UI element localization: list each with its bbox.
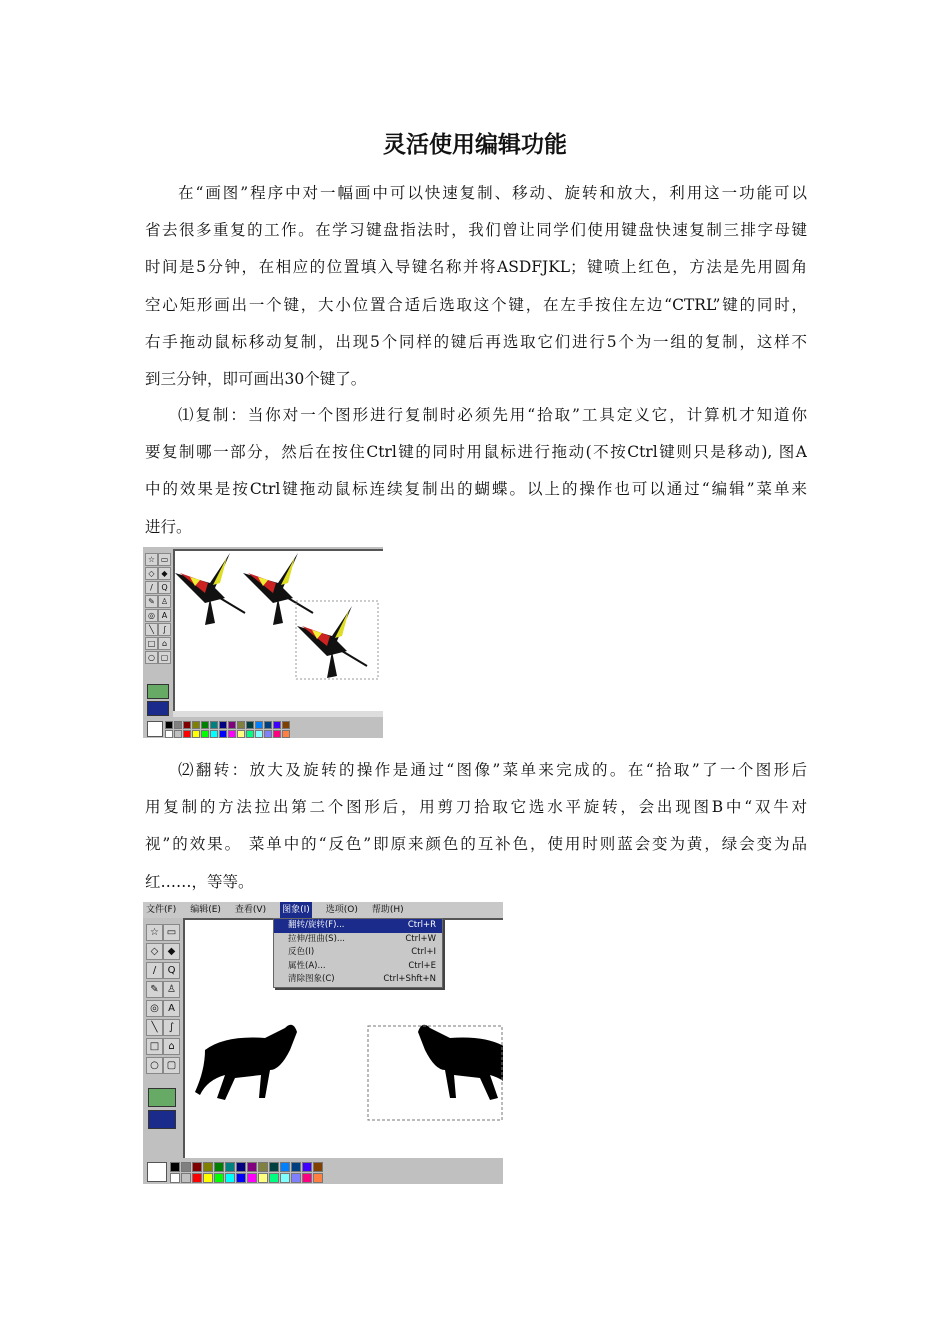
menu-item-shortcut: Ctrl+R	[407, 920, 436, 930]
text-line: 进行。	[145, 517, 192, 536]
palette-swatch[interactable]	[174, 730, 182, 738]
rounded-rect-tool-icon[interactable]: ▢	[163, 1057, 180, 1074]
rect-select-tool-icon[interactable]: ▭	[158, 553, 171, 566]
polygon-tool-icon[interactable]: ⌂	[158, 637, 171, 650]
palette-swatch[interactable]	[246, 730, 254, 738]
palette-swatch[interactable]	[313, 1162, 323, 1172]
rounded-rect-tool-icon[interactable]: ▢	[158, 651, 171, 664]
menu-item-shortcut: Ctrl+E	[408, 960, 436, 971]
rect-select-tool-icon[interactable]: ▭	[163, 924, 180, 941]
color-tool-selected-icon	[148, 1110, 176, 1129]
palette-swatch[interactable]	[228, 730, 236, 738]
palette-swatch[interactable]	[247, 1162, 257, 1172]
palette-swatch[interactable]	[280, 1173, 290, 1183]
menu-item-label: 属性(A)...	[288, 960, 326, 971]
text-line: 时间是5分钟，在相应的位置填入导键名称并将ASDFJKL；键喷上红色，方法是先用圆角	[145, 258, 807, 277]
menu-item[interactable]	[274, 919, 442, 933]
palette-swatch[interactable]	[192, 730, 200, 738]
palette-swatch[interactable]	[165, 730, 173, 738]
palette-swatch[interactable]	[203, 1173, 213, 1183]
menu-item[interactable]	[274, 960, 442, 974]
palette-swatch[interactable]	[214, 1162, 224, 1172]
palette-swatch[interactable]	[264, 721, 272, 729]
text-line: 视”的效果。 菜单中的“反色”即原来颜色的互补色，使用时则蓝会变为黄，绿会变为品	[145, 835, 807, 854]
menu-item-label: 拉伸/扭曲(S)...	[288, 933, 345, 944]
menu-3[interactable]: 图象(I)	[280, 902, 312, 918]
text-line: ⑵翻转：放大及旋转的操作是通过“图像”菜单来完成的。在“拾取”了一个图形后	[178, 761, 807, 779]
rectangle-tool-icon[interactable]: □	[145, 637, 158, 650]
palette-swatch[interactable]	[183, 721, 191, 729]
palette-swatch[interactable]	[313, 1173, 323, 1183]
image-menu-dropdown	[273, 918, 443, 988]
figure-b-paint-screenshot	[143, 902, 503, 1184]
menu-1[interactable]: 编辑(E)	[190, 905, 221, 915]
palette-swatch[interactable]	[236, 1162, 246, 1172]
palette-swatch[interactable]	[181, 1162, 191, 1172]
color-tool-selected-icon	[147, 701, 169, 716]
menu-item[interactable]	[274, 933, 442, 947]
palette-swatch[interactable]	[237, 730, 245, 738]
palette-swatch[interactable]	[258, 1173, 268, 1183]
palette-swatch[interactable]	[210, 721, 218, 729]
palette-swatch[interactable]	[192, 1162, 202, 1172]
palette-swatch[interactable]	[201, 721, 209, 729]
palette-swatch[interactable]	[269, 1162, 279, 1172]
fill-tool-icon[interactable]: ◆	[163, 943, 180, 960]
figure-a-paint-screenshot	[143, 547, 383, 738]
palette-swatch[interactable]	[302, 1162, 312, 1172]
fill-tool-icon[interactable]: ◆	[158, 567, 171, 580]
palette-swatch[interactable]	[170, 1162, 180, 1172]
text-tool-icon[interactable]: A	[163, 1000, 180, 1017]
text-line: 用复制的方法拉出第二个图形后，用剪刀拾取它选水平旋转，会出现图B中“双牛对	[145, 798, 807, 817]
palette-swatch[interactable]	[282, 721, 290, 729]
page-title: 灵活使用编辑功能	[383, 132, 567, 158]
text-tool-icon[interactable]: A	[158, 609, 171, 622]
palette-swatch[interactable]	[273, 730, 281, 738]
menu-4[interactable]: 选项(O)	[325, 905, 358, 915]
menu-bar	[143, 902, 503, 918]
menu-item[interactable]	[274, 973, 442, 987]
palette-swatch[interactable]	[203, 1162, 213, 1172]
paragraph-flip	[145, 752, 807, 901]
menu-item-shortcut: Ctrl+Shft+N	[383, 974, 436, 984]
palette-swatch[interactable]	[236, 1173, 246, 1183]
ellipse-tool-icon[interactable]: ○	[146, 1057, 163, 1074]
airbrush-tool-icon[interactable]: ◎	[146, 1000, 163, 1017]
eraser-tool-icon[interactable]: ◇	[145, 567, 158, 580]
palette-swatch[interactable]	[201, 730, 209, 738]
magnifier-tool-icon[interactable]: Q	[158, 581, 171, 594]
menu-item-shortcut: Ctrl+I	[411, 947, 436, 957]
menu-item[interactable]	[274, 946, 442, 960]
palette-swatch[interactable]	[183, 730, 191, 738]
free-select-tool-icon[interactable]: ☆	[145, 553, 158, 566]
palette-swatch[interactable]	[219, 721, 227, 729]
menu-item-label: 反色(I)	[288, 947, 315, 957]
menu-5[interactable]: 帮助(H)	[371, 905, 404, 915]
palette-swatch[interactable]	[210, 730, 218, 738]
curve-tool-icon[interactable]: ∫	[158, 623, 171, 636]
toolbox	[145, 553, 171, 664]
polygon-tool-icon[interactable]: ⌂	[163, 1038, 180, 1055]
palette-swatch[interactable]	[225, 1162, 235, 1172]
palette-swatch[interactable]	[269, 1173, 279, 1183]
pencil-tool-icon[interactable]: ✎	[145, 595, 158, 608]
text-line: 中的效果是按Ctrl键拖动鼠标连续复制出的蝴蝶。以上的操作也可以通过“编辑”菜单来	[145, 480, 807, 499]
palette-swatch[interactable]	[165, 721, 173, 729]
palette-swatch[interactable]	[273, 721, 281, 729]
brush-tool-icon[interactable]: ♙	[163, 981, 180, 998]
palette-swatch[interactable]	[237, 721, 245, 729]
eraser-tool-icon[interactable]: ◇	[146, 943, 163, 960]
palette-swatch[interactable]	[170, 1173, 180, 1183]
eyedropper-tool-icon[interactable]: /	[145, 581, 158, 594]
palette-swatch[interactable]	[214, 1173, 224, 1183]
palette-swatch[interactable]	[181, 1173, 191, 1183]
palette-swatch[interactable]	[255, 730, 263, 738]
text-line: 空心矩形画出一个键，大小位置合适后选取这个键，在左手按住左边“CTRL”键的同时，	[145, 295, 807, 314]
line-tool-icon[interactable]: ╲	[145, 623, 158, 636]
text-line: 红……，等等。	[145, 872, 254, 891]
menu-0[interactable]: 文件(F)	[146, 905, 177, 915]
palette-swatch[interactable]	[225, 1173, 235, 1183]
color-palette[interactable]	[165, 721, 290, 738]
text-line: 到三分钟，即可画出30个键了。	[145, 369, 367, 388]
color-tool-icon	[148, 1088, 176, 1107]
palette-swatch[interactable]	[219, 730, 227, 738]
ellipse-tool-icon[interactable]: ○	[145, 651, 158, 664]
butterflies-image	[175, 551, 383, 711]
toolbox	[146, 924, 177, 1074]
text-line: ⑴复制：当你对一个图形进行复制时必须先用“拾取”工具定义它，计算机才知道你	[178, 406, 807, 424]
palette-swatch[interactable]	[258, 1162, 268, 1172]
curve-tool-icon[interactable]: ∫	[163, 1019, 180, 1036]
palette-swatch[interactable]	[264, 730, 272, 738]
line-tool-icon[interactable]: ╲	[146, 1019, 163, 1036]
airbrush-tool-icon[interactable]: ◎	[145, 609, 158, 622]
magnifier-tool-icon[interactable]: Q	[163, 962, 180, 979]
menu-2[interactable]: 查看(V)	[234, 905, 267, 915]
menu-item-label: 翻转/旋转(F)...	[288, 920, 345, 930]
menu-item-label: 清除图象(C)	[288, 974, 335, 984]
color-palette[interactable]	[170, 1162, 323, 1183]
text-line: 右手拖动鼠标移动复制，出现5个同样的键后再选取它们进行5个为一组的复制，这样不	[145, 332, 807, 351]
color-tool-icon	[147, 684, 169, 699]
current-colors-icon	[147, 1162, 167, 1182]
palette-swatch[interactable]	[192, 1173, 202, 1183]
eyedropper-tool-icon[interactable]: /	[146, 962, 163, 979]
pencil-tool-icon[interactable]: ✎	[146, 981, 163, 998]
palette-swatch[interactable]	[246, 721, 254, 729]
palette-swatch[interactable]	[302, 1173, 312, 1183]
palette-swatch[interactable]	[282, 730, 290, 738]
paragraph-copy	[145, 397, 807, 546]
horizontal-scrollbar[interactable]	[173, 711, 383, 717]
palette-swatch[interactable]	[255, 721, 263, 729]
palette-swatch[interactable]	[291, 1162, 301, 1172]
palette-swatch[interactable]	[192, 721, 200, 729]
text-line: 在“画图”程序中对一幅画中可以快速复制、移动、旋转和放大，利用这一功能可以	[178, 184, 807, 202]
palette-swatch[interactable]	[174, 721, 182, 729]
free-select-tool-icon[interactable]: ☆	[146, 924, 163, 941]
palette-swatch[interactable]	[247, 1173, 257, 1183]
current-colors-icon	[147, 721, 163, 737]
brush-tool-icon[interactable]: ♙	[158, 595, 171, 608]
text-line: 要复制哪一部分，然后在按住Ctrl键的同时用鼠标进行拖动(不按Ctrl键则只是移动), 图A	[145, 443, 807, 462]
palette-swatch[interactable]	[291, 1173, 301, 1183]
text-line: 省去很多重复的工作。在学习键盘指法时，我们曾让同学们使用键盘快速复制三排字母键	[145, 221, 807, 240]
palette-swatch[interactable]	[228, 721, 236, 729]
paragraph-intro	[145, 175, 807, 398]
drawing-canvas[interactable]	[173, 549, 383, 711]
menu-item-shortcut: Ctrl+W	[405, 933, 436, 944]
rectangle-tool-icon[interactable]: □	[146, 1038, 163, 1055]
palette-swatch[interactable]	[280, 1162, 290, 1172]
